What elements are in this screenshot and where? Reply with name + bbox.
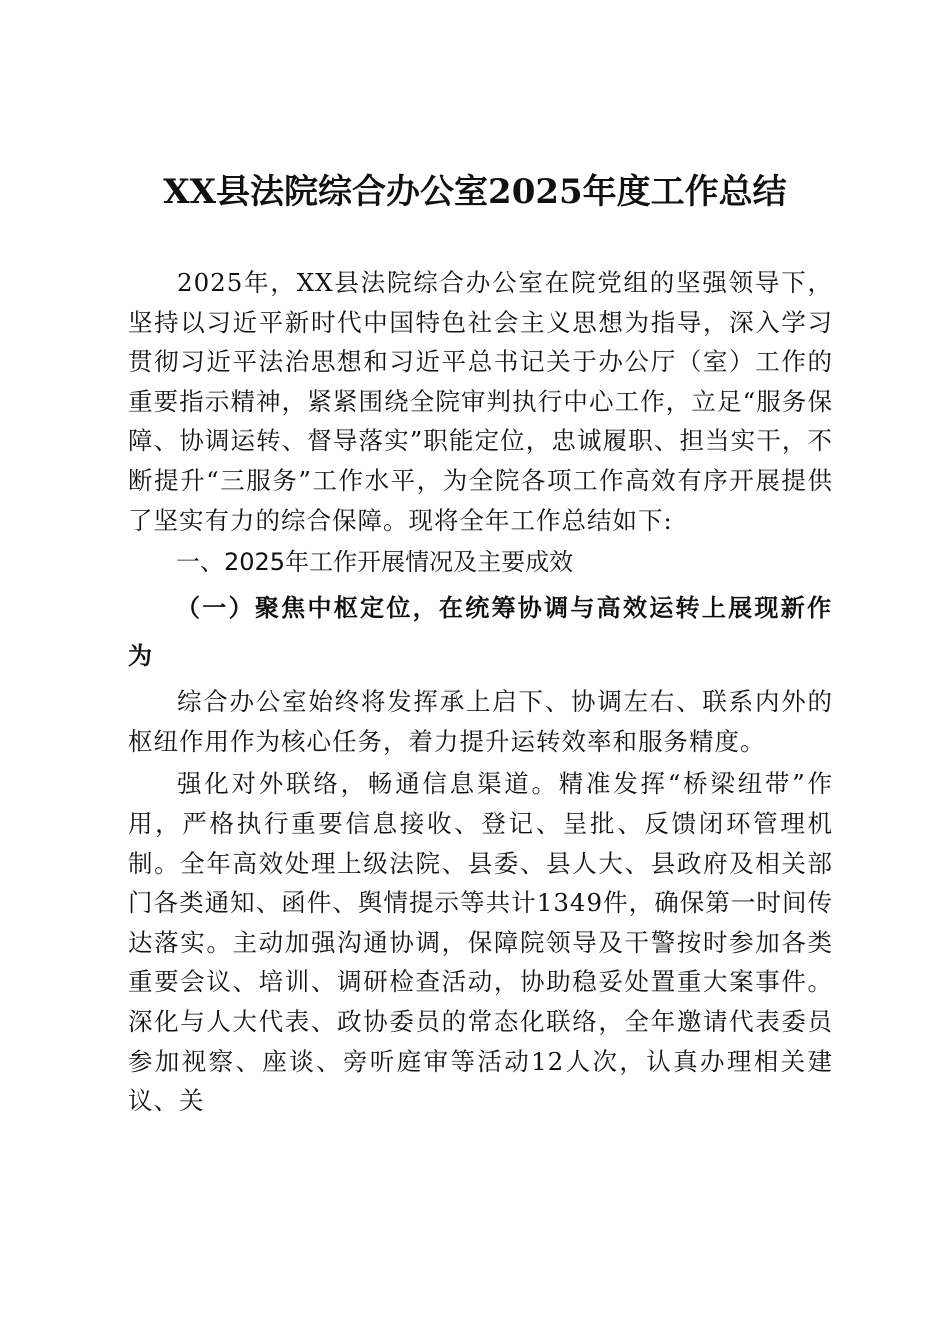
document-body [128,263,833,1121]
body-paragraph-1: 综合办公室始终将发挥承上启下、协调左右、联系内外的枢纽作用作为核心任务，着力提升运转效率和服务精度。 [128,687,833,756]
document-title: XX县法院综合办公室2025年度工作总结 [163,172,787,212]
section-heading-1: 一、2025年工作开展情况及主要成效 [176,548,574,577]
intro-paragraph: 2025年，XX县法院综合办公室在院党组的坚强领导下，坚持以习近平新时代中国特色社会主义思想为指导，深入学习贯彻习近平法治思想和习近平总书记关于办公厅（室）工作的重要指示精神，紧紧围绕全院审判执行中心工作，立足“服务保障、协调运转、督导落实”职能定位，忠诚履职、担当实干，不断提升“三服务”工作水平，为全院各项工作高效有序开展提供了坚实有力的综合保障。现将全年工作总结如下: [128,268,833,535]
subsection-heading-1: （一）聚焦中枢定位，在统筹协调与高效运转上展现新作为 [128,594,833,671]
body-paragraph-2: 强化对外联络，畅通信息渠道。精准发挥“桥梁纽带”作用，严格执行重要信息接收、登记、呈批、反馈闭环管理机制。全年高效处理上级法院、县委、县人大、县政府及相关部门各类通知、函件、舆情提示等共计1349件，确保第一时间传达落实。主动加强沟通协调，保障院领导及干警按时参加各类重要会议、培训、调研检查活动，协助稳妥处置重大案事件。深化与人大代表、政协委员的常态化联络，全年邀请代表委员参加视察、座谈、旁听庭审等活动12人次，认真办理相关建议、关 [128,769,833,1116]
